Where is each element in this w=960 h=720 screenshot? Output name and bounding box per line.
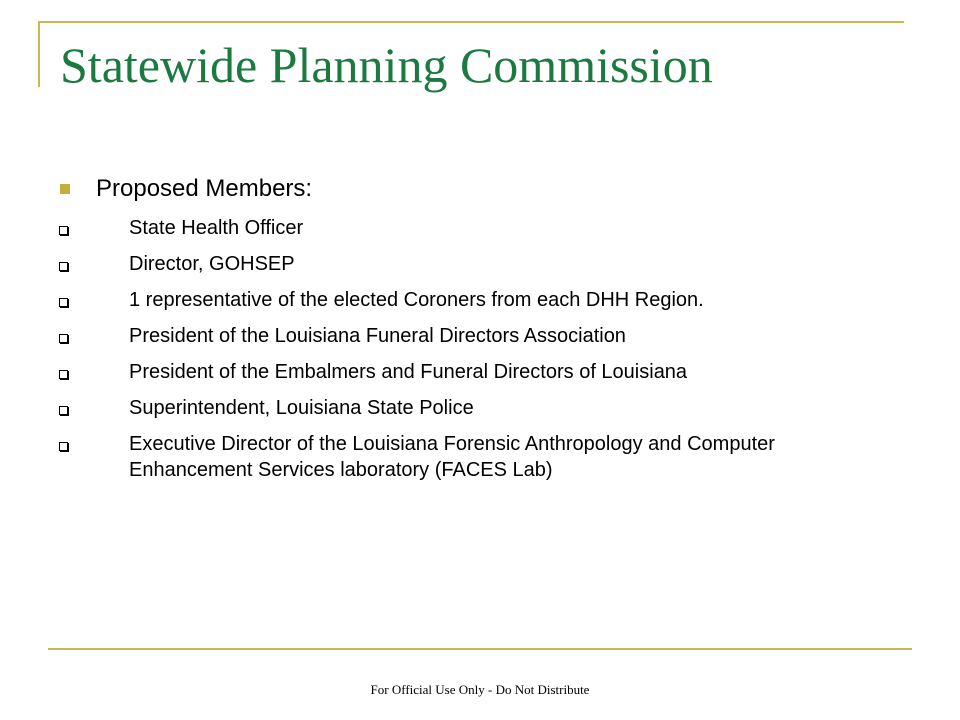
member-text: 1 representative of the elected Coroners from each DHH Region. (129, 289, 704, 311)
hollow-square-bullet-icon (59, 334, 68, 343)
list-item (58, 431, 918, 483)
member-text: President of the Louisiana Funeral Directors Association (129, 325, 626, 347)
hollow-square-bullet-icon (59, 226, 68, 235)
member-text: President of the Embalmers and Funeral Directors of Louisiana (129, 361, 688, 383)
member-text: Executive Director of the Louisiana Forensic Anthropology and Computer Enhancement Services laboratory (FACES Lab) (129, 433, 775, 481)
hollow-square-bullet-icon (59, 370, 68, 379)
list-item (58, 395, 918, 421)
list-item (58, 287, 918, 313)
member-text: State Health Officer (129, 217, 304, 239)
list-item (58, 323, 918, 349)
member-text: Superintendent, Louisiana State Police (129, 397, 474, 419)
list-item (58, 251, 918, 277)
slide-body (58, 175, 918, 493)
hollow-square-bullet-icon (59, 442, 68, 451)
list-item (58, 359, 918, 385)
square-bullet-icon (60, 184, 70, 194)
frame-left-rule (38, 21, 40, 87)
footer-notice: For Official Use Only - Do Not Distribute (370, 682, 590, 697)
members-heading-row (58, 175, 918, 203)
hollow-square-bullet-icon (59, 298, 68, 307)
hollow-square-bullet-icon (59, 262, 68, 271)
footer-rule (48, 648, 912, 650)
list-item (58, 215, 918, 241)
members-heading: Proposed Members: (96, 175, 313, 202)
member-text: Director, GOHSEP (129, 253, 295, 275)
frame-top-rule (38, 21, 904, 23)
slide-title: Statewide Planning Commission (60, 37, 713, 93)
members-list (58, 215, 918, 483)
hollow-square-bullet-icon (59, 406, 68, 415)
